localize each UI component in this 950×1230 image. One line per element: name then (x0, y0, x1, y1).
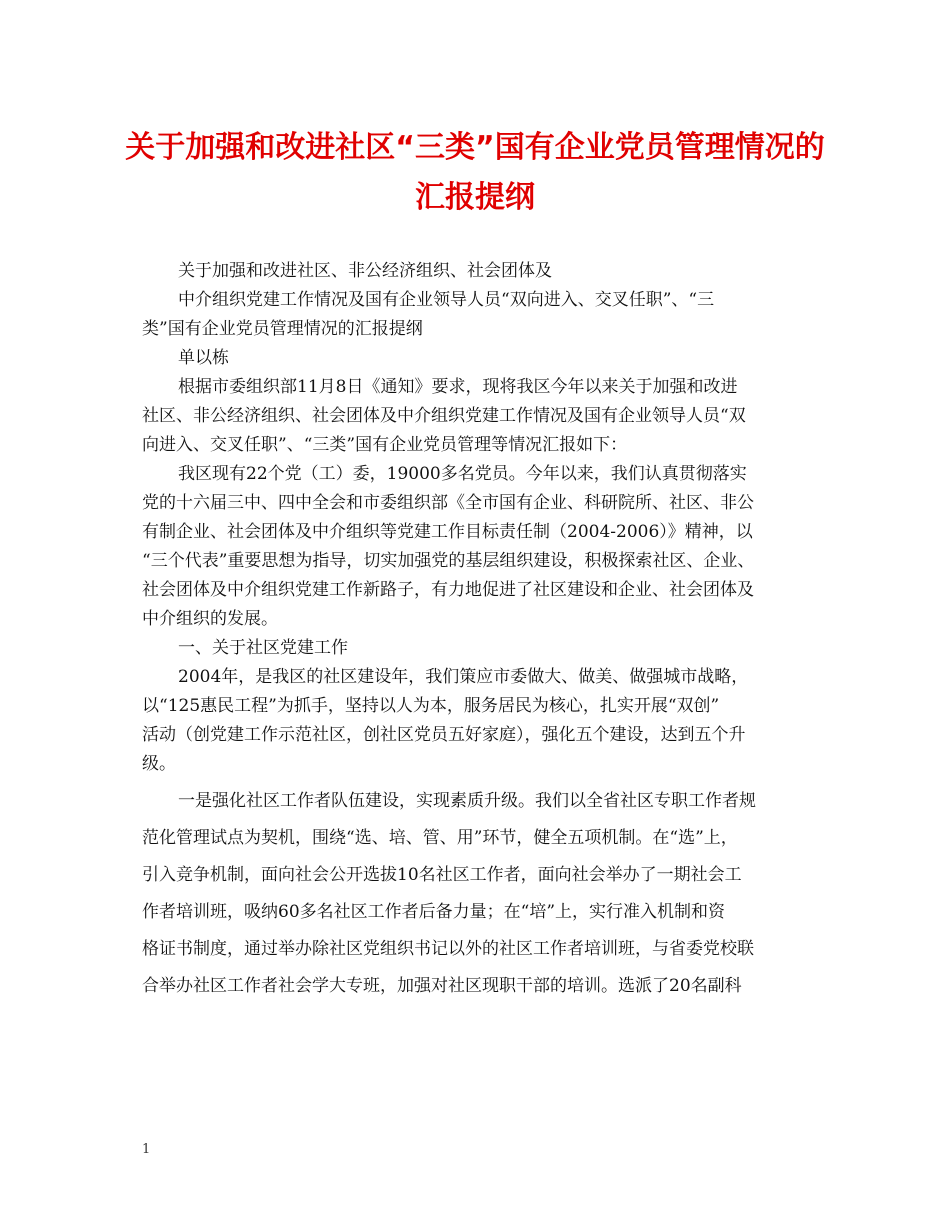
body-line: 一是强化社区工作者队伍建设，实现素质升级。我们以全省社区专职工作者规 (178, 791, 756, 811)
body-line: 我区现有22个党（工）委，19000多名党员。今年以来，我们认真贯彻落实 (178, 464, 747, 484)
body-line: 作者培训班，吸纳60多名社区工作者后备力量；在“培”上，实行准入机制和资 (142, 902, 726, 922)
body-line: 合举办社区工作者社会学大专班，加强对社区现职干部的培训。选派了20名副科 (142, 976, 742, 996)
body-line: 格证书制度，通过举办除社区党组织书记以外的社区工作者培训班，与省委党校联 (142, 939, 754, 959)
body-line: 根据市委组织部11月8日《通知》要求，现将我区今年以来关于加强和改进 (178, 377, 738, 397)
body-line: 向进入、交叉任职”、“三类”国有企业党员管理等情况汇报如下： (142, 435, 628, 455)
body-line: 中介组织党建工作情况及国有企业领导人员“双向进入、交叉任职”、“三 (178, 290, 715, 310)
body-line: 活动（创党建工作示范社区，创社区党员五好家庭），强化五个建设，达到五个升 (142, 725, 746, 745)
body-line: 范化管理试点为契机，围绕“选、培、管、用”环节，健全五项机制。在“选”上， (142, 828, 738, 848)
page-number: 1 (142, 1142, 151, 1157)
body-line: “三个代表”重要思想为指导，切实加强党的基层组织建设，积极探索社区、企业、 (142, 551, 755, 571)
body-line: 以“125惠民工程”为抓手，坚持以人为本，服务居民为核心，扎实开展“双创” (142, 696, 720, 716)
body-line: 有制企业、社会团体及中介组织等党建工作目标责任制（2004-2006）》精神，以 (142, 522, 753, 542)
document-title-line-1: 关于加强和改进社区“三类”国有企业党员管理情况的 (125, 130, 825, 165)
body-line: 关于加强和改进社区、非公经济组织、社会团体及 (178, 261, 552, 281)
body-line: 引入竞争机制，面向社会公开选拔10名社区工作者，面向社会举办了一期社会工 (142, 865, 742, 885)
author-line: 单以栋 (178, 348, 229, 368)
body-line: 社区、非公经济组织、社会团体及中介组织党建工作情况及国有企业领导人员“双 (142, 406, 746, 426)
body-line: 2004年，是我区的社区建设年，我们策应市委做大、做美、做强城市战略， (178, 667, 749, 687)
document-body (142, 257, 826, 1001)
body-line: 党的十六届三中、四中全会和市委组织部《全市国有企业、科研院所、社区、非公 (142, 493, 754, 513)
body-line: 级。 (142, 754, 176, 774)
body-line: 社会团体及中介组织党建工作新路子，有力地促进了社区建设和企业、社会团体及 (142, 580, 754, 600)
document-title-line-2: 汇报提纲 (415, 180, 535, 215)
section-heading: 一、关于社区党建工作 (178, 638, 348, 658)
body-line: 中介组织的发展。 (142, 609, 278, 629)
body-line: 类”国有企业党员管理情况的汇报提纲 (142, 319, 423, 339)
